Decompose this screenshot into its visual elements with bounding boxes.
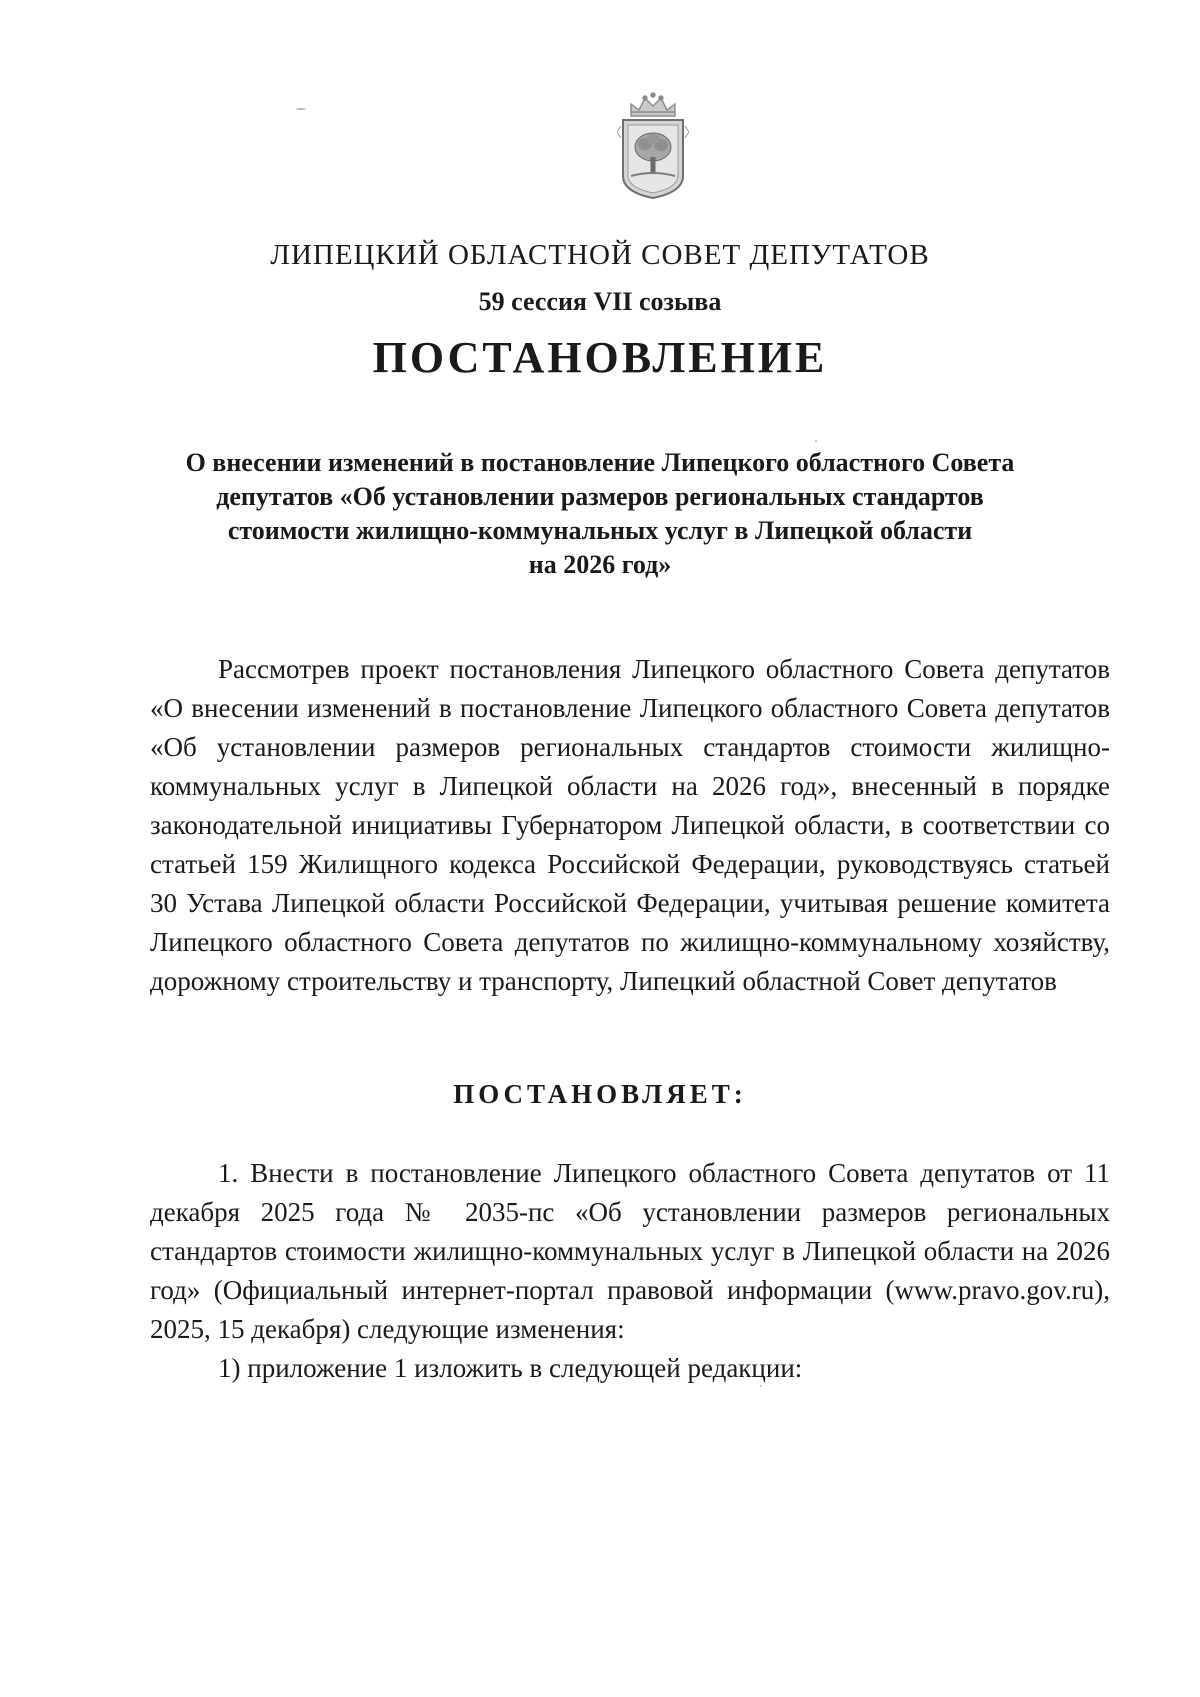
subject-line: депутатов «Об установлении размеров региональных стандартов: [216, 482, 984, 511]
session-info: 59 сессия VII созыва: [478, 287, 722, 316]
organization-name: ЛИПЕЦКИЙ ОБЛАСТНОЙ СОВЕТ ДЕПУТАТОВ: [270, 239, 930, 271]
preamble-paragraph: Рассмотрев проект постановления Липецкого областного Совета депутатов «О внесении изменений в постановление Липецкого областного Совета депутатов «Об установлении размеров региональных стандартов стоимости жилищно-коммунальных услуг в Липецкой области на 2026 год», внесенный в порядке законодательной инициативы Губернатором Липецкой области, в соответствии со статьей 159 Жилищного кодекса Российской Федерации, руководствуясь статьей 30 Устава Липецкой области Российской Федерации, учитывая решение комитета Липецкого областного Совета депутатов по жилищно-коммунальному хозяйству, дорожному строительству и транспорту, Липецкий областной Совет депутатов: [150, 654, 1110, 996]
subject-line: стоимости жилищно-коммунальных услуг в Липецкой области: [227, 516, 973, 545]
document-subject: [150, 446, 1050, 582]
coat-of-arms-icon: [617, 92, 689, 200]
scan-speck: [296, 108, 306, 110]
document-type: ПОСТАНОВЛЕНИЕ: [372, 333, 828, 382]
scan-speck: [815, 440, 817, 442]
subject-line: О внесении изменений в постановление Липецкого областного Совета: [185, 448, 1015, 477]
subject-line: на 2026 год»: [528, 550, 672, 579]
scan-speck: [760, 1385, 762, 1387]
resolves-heading: ПОСТАНОВЛЯЕТ:: [453, 1079, 747, 1109]
item-1-subitem-1: 1) приложение 1 изложить в следующей редакции:: [218, 1353, 803, 1383]
item-1-paragraph: 1. Внести в постановление Липецкого областного Совета депутатов от 11 декабря 2025 года № 2035-пс «Об установлении размеров региональных стандартов стоимости жилищно-коммунальных услуг в Липецкой области на 2026 год» (Официальный интернет-портал правовой информации (www.pravo.gov.ru), 2025, 15 декабря) следующие изменения:: [150, 1158, 1110, 1344]
